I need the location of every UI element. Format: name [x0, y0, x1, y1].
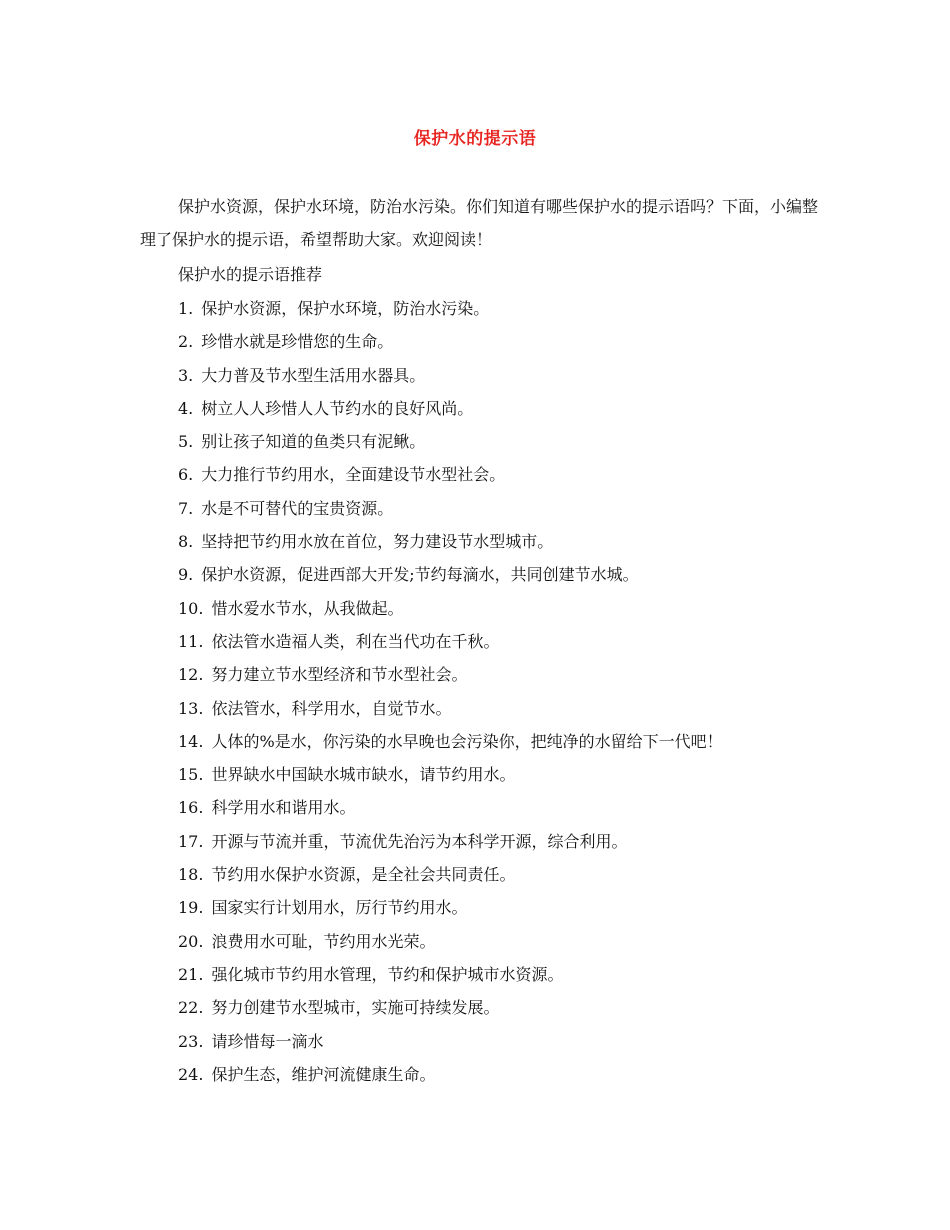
- list-item: [178, 891, 723, 924]
- list-item: [178, 325, 723, 358]
- list-item-text: 保护水资源，保护水环境，防治水污染。: [201, 299, 490, 318]
- list-item: [178, 791, 723, 824]
- list-item-number: 5.: [178, 432, 194, 452]
- list-item-number: 16.: [178, 798, 204, 818]
- list-item: [178, 392, 723, 425]
- list-item-number: 2.: [178, 332, 194, 352]
- list-item-number: 8.: [178, 532, 194, 552]
- list-item-number: 11.: [178, 631, 204, 651]
- list-item-text: 坚持把节约用水放在首位，努力建设节水型城市。: [201, 532, 554, 552]
- list-item-number: 23.: [178, 1031, 204, 1051]
- list-item: [178, 858, 723, 891]
- list-item: [178, 725, 723, 758]
- list-item-number: 4.: [178, 398, 194, 418]
- intro-paragraph: 保护水资源，保护水环境，防治水污染。你们知道有哪些保护水的提示语吗？下面，小编整理了保护水的提示语，希望帮助大家。欢迎阅读！: [140, 197, 819, 249]
- list-item-text: 世界缺水中国缺水城市缺水，请节约用水。: [211, 765, 516, 785]
- list-item: [178, 958, 723, 991]
- list-item-text: 树立人人珍惜人人节约水的良好风尚。: [201, 398, 474, 418]
- list-item-number: 22.: [178, 998, 204, 1018]
- list-item: [178, 425, 723, 458]
- section-subheading: 保护水的提示语推荐: [178, 265, 323, 284]
- list-item: [178, 991, 723, 1024]
- list-item-number: 21.: [178, 964, 204, 984]
- list-item-number: 1.: [178, 299, 194, 318]
- list-item-number: 18.: [178, 865, 204, 885]
- list-item-text: 努力创建节水型城市，实施可持续发展。: [211, 998, 500, 1018]
- list-item-text: 节约用水保护水资源，是全社会共同责任。: [211, 865, 516, 885]
- list-item-text: 保护水资源，促进西部大开发;节约每滴水，共同创建节水城。: [201, 565, 639, 585]
- list-item: [178, 492, 723, 525]
- list-item-text: 别让孩子知道的鱼类只有泥鳅。: [201, 432, 426, 452]
- list-item: [178, 1025, 723, 1058]
- list-item-text: 大力推行节约用水，全面建设节水型社会。: [201, 465, 506, 485]
- list-item-number: 13.: [178, 698, 204, 718]
- list-item: [178, 825, 723, 858]
- list-item-number: 12.: [178, 665, 204, 685]
- list-item: [178, 1058, 723, 1091]
- list-item-text: 强化城市节约用水管理，节约和保护城市水资源。: [211, 964, 564, 984]
- list-item-text: 科学用水和谐用水。: [211, 798, 356, 818]
- list-item-text: 依法管水造福人类，利在当代功在千秋。: [211, 631, 500, 651]
- list-item: [178, 592, 723, 625]
- list-item: [178, 558, 723, 591]
- list-item-number: 14.: [178, 731, 204, 751]
- list-item-number: 17.: [178, 831, 204, 851]
- list-item: [178, 359, 723, 392]
- list-item-number: 20.: [178, 931, 204, 951]
- list-item-text: 大力普及节水型生活用水器具。: [201, 365, 426, 385]
- list-item-number: 15.: [178, 765, 204, 785]
- list-item-text: 开源与节流并重，节流优先治污为本科学开源，综合利用。: [211, 831, 628, 851]
- list-item-text: 人体的%是水，你污染的水早晚也会污染你，把纯净的水留给下一代吧！: [211, 731, 723, 751]
- list-item-text: 保护生态，维护河流健康生命。: [211, 1064, 436, 1084]
- list-item: [178, 458, 723, 491]
- list-item: [178, 292, 723, 325]
- list-item-number: 9.: [178, 565, 194, 585]
- list-item-text: 珍惜水就是珍惜您的生命。: [201, 332, 394, 352]
- list-item: [178, 692, 723, 725]
- list-item-text: 浪费用水可耻，节约用水光荣。: [211, 931, 436, 951]
- list-item: [178, 525, 723, 558]
- list-item: [178, 625, 723, 658]
- list-item-number: 19.: [178, 898, 204, 918]
- tips-list: [178, 292, 723, 1091]
- list-item-text: 水是不可替代的宝贵资源。: [201, 498, 394, 518]
- list-item-number: 3.: [178, 365, 194, 385]
- list-item-number: 7.: [178, 498, 194, 518]
- list-item-text: 请珍惜每一滴水: [211, 1031, 324, 1051]
- list-item-number: 6.: [178, 465, 194, 485]
- list-item-text: 依法管水，科学用水，自觉节水。: [211, 698, 452, 718]
- list-item: [178, 925, 723, 958]
- list-item: [178, 658, 723, 691]
- document-title: 保护水的提示语: [413, 129, 537, 149]
- list-item-text: 惜水爱水节水，从我做起。: [211, 598, 404, 618]
- list-item: [178, 758, 723, 791]
- list-item-text: 国家实行计划用水，厉行节约用水。: [211, 898, 468, 918]
- list-item-number: 10.: [178, 598, 204, 618]
- list-item-text: 努力建立节水型经济和节水型社会。: [211, 665, 468, 685]
- list-item-number: 24.: [178, 1064, 204, 1084]
